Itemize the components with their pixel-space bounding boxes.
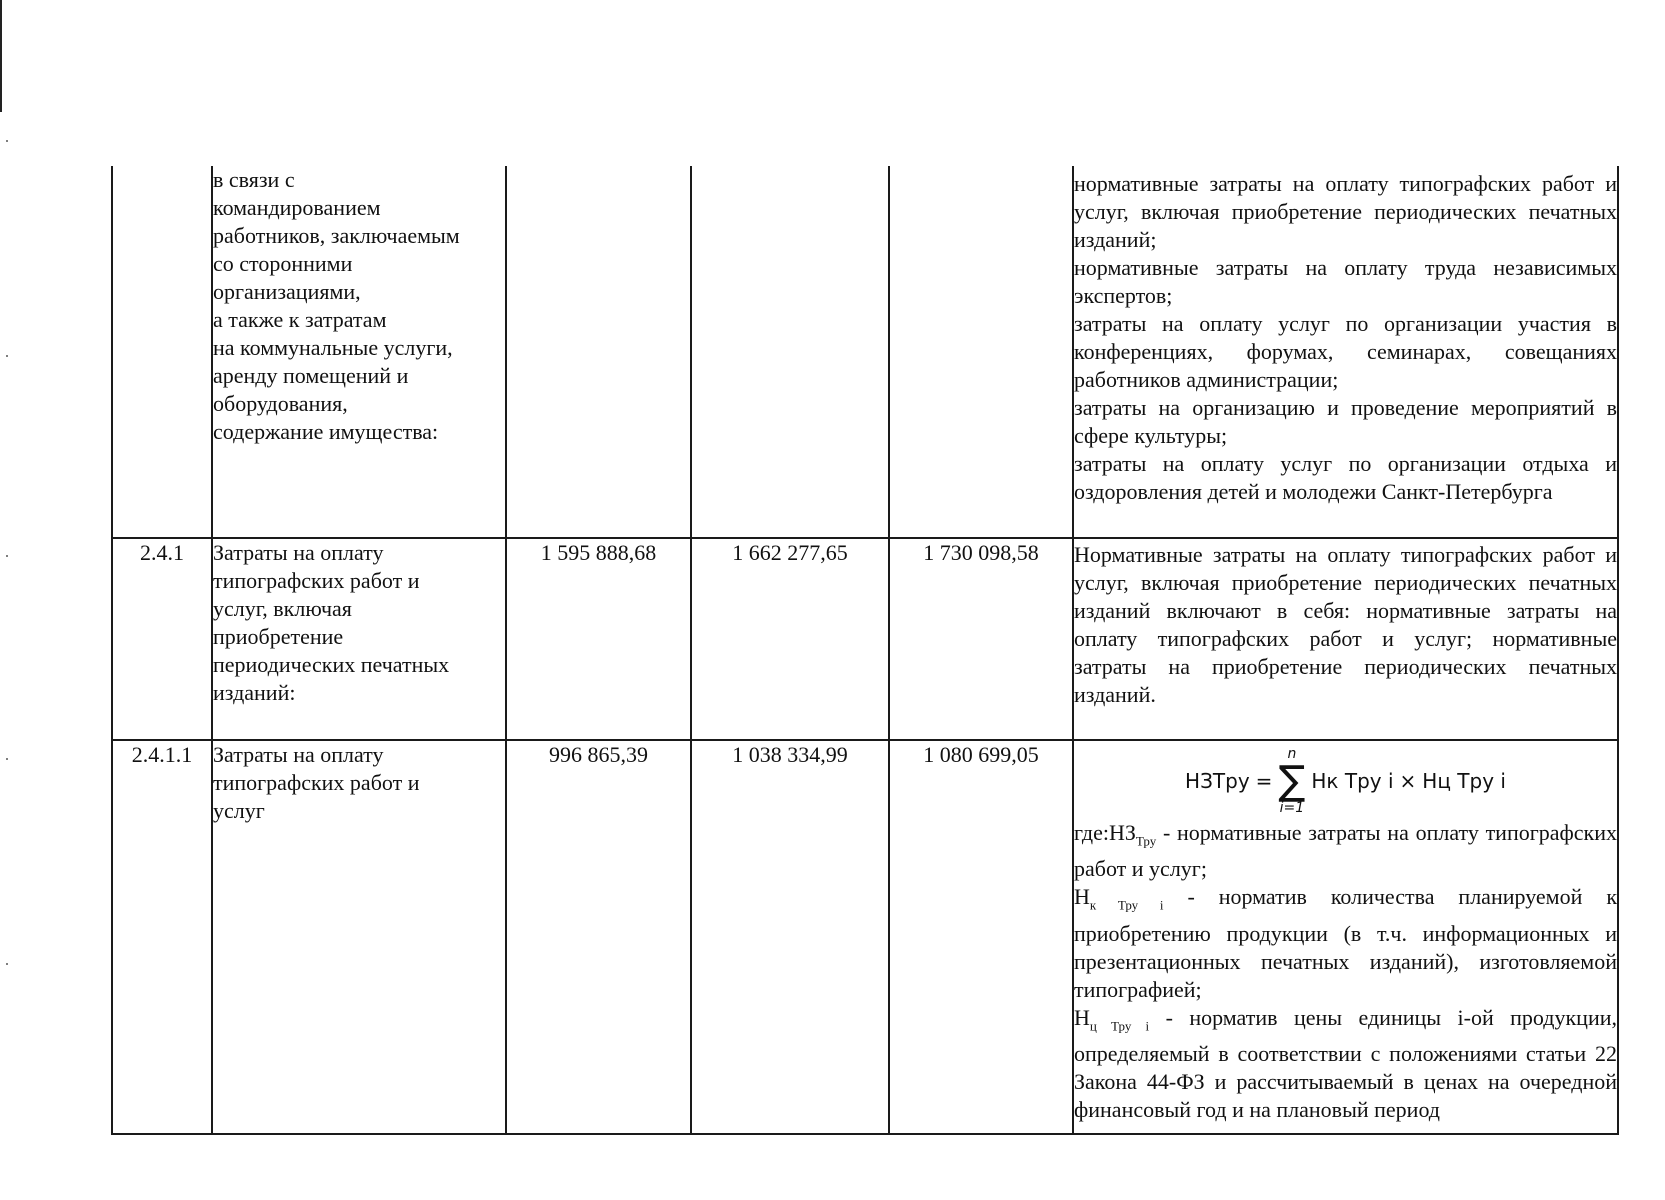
desc-paragraph: затраты на организацию и проведение мероприятий в сфере культуры; bbox=[1074, 395, 1617, 448]
formula-term-price: Нц Тру i bbox=[1422, 769, 1506, 793]
formula-equals: = bbox=[1255, 769, 1273, 793]
table-row-2-4-1-1 bbox=[112, 740, 1618, 1134]
where-subscript: Тру bbox=[1135, 833, 1157, 849]
name-line: услуг, включая bbox=[213, 596, 352, 621]
value-year-2: 1 038 334,99 bbox=[691, 740, 889, 1134]
name-line: а также к затратам bbox=[213, 307, 387, 332]
cost-table bbox=[111, 166, 1619, 1135]
name-line: Затраты на оплату bbox=[213, 742, 384, 767]
name-line: на коммунальные услуги, bbox=[213, 335, 453, 360]
cell-value-empty bbox=[506, 166, 691, 538]
table-row-2-4-1 bbox=[112, 538, 1618, 740]
scan-speck bbox=[6, 555, 8, 557]
name-line: организациями, bbox=[213, 279, 361, 304]
sum-upper-limit: n bbox=[1287, 746, 1297, 762]
table-row-continuation bbox=[112, 166, 1618, 538]
name-line: аренду помещений и bbox=[213, 363, 409, 388]
cell-value-empty bbox=[889, 166, 1073, 538]
formula-lhs: НЗТру bbox=[1185, 769, 1250, 793]
name-line: оборудования, bbox=[213, 391, 348, 416]
name-line: содержание имущества: bbox=[213, 419, 439, 444]
definition-nc bbox=[1074, 1004, 1617, 1124]
cell-name-2-4-1-1 bbox=[212, 740, 506, 1134]
scan-speck bbox=[6, 963, 8, 965]
nk-symbol: Н bbox=[1074, 884, 1090, 910]
nk-text: - норматив количества планируемой к приобретению продукции (в т.ч. информационных и презентационных печатных изданий), изготовляемой типографией; bbox=[1074, 884, 1618, 1002]
nk-subscript: к Тру i bbox=[1089, 897, 1164, 913]
nc-subscript: ц Тру i bbox=[1089, 1018, 1150, 1034]
where-text: - нормативные затраты на оплату типографских работ и услуг; bbox=[1074, 820, 1617, 882]
value-year-3: 1 080 699,05 bbox=[889, 740, 1073, 1134]
name-line: в связи с bbox=[213, 167, 295, 192]
cell-name-2-4-1 bbox=[212, 538, 506, 740]
definition-nk bbox=[1074, 883, 1617, 1003]
row-number: 2.4.1 bbox=[112, 538, 212, 740]
name-line: типографских работ и bbox=[213, 568, 420, 593]
definition-where bbox=[1074, 819, 1617, 883]
desc-paragraph: нормативные затраты на оплату типографских работ и услуг, включая приобретение периодических печатных изданий; bbox=[1074, 171, 1617, 252]
nc-symbol: Н bbox=[1074, 1004, 1090, 1030]
nc-text: - норматив цены единицы i-ой продукции, определяемый в соответствии с положениями статьи 22 Закона 44-ФЗ и рассчитываемый в ценах на очередной финансовый год и на плановый период bbox=[1074, 1004, 1618, 1123]
name-line: со сторонними bbox=[213, 251, 353, 276]
name-line: изданий: bbox=[213, 680, 296, 705]
name-line: командированием bbox=[213, 195, 381, 220]
cell-desc-2-4-1-1 bbox=[1073, 740, 1618, 1134]
cell-num-empty bbox=[112, 166, 212, 538]
where-prefix: где:НЗ bbox=[1074, 820, 1136, 845]
desc-paragraph: затраты на оплату услуг по организации отдыха и оздоровления детей и молодежи Санкт-Петербурга bbox=[1074, 451, 1617, 504]
row-number: 2.4.1.1 bbox=[112, 740, 212, 1134]
value-year-3: 1 730 098,58 bbox=[889, 538, 1073, 740]
name-line: периодических печатных bbox=[213, 652, 450, 677]
value-year-1: 1 595 888,68 bbox=[506, 538, 691, 740]
formula bbox=[1074, 741, 1617, 819]
desc-paragraph: затраты на оплату услуг по организации участия в конференциях, форумах, семинарах, совещаниях работников администрации; bbox=[1074, 311, 1617, 392]
value-year-2: 1 662 277,65 bbox=[691, 538, 889, 740]
name-line: типографских работ и bbox=[213, 770, 420, 795]
desc-paragraph: Нормативные затраты на оплату типографских работ и услуг, включая приобретение периодических печатных изданий включают в себя: нормативные затраты на оплату типографских работ и услуг; нормативные затраты на приобретение периодических печатных изданий. bbox=[1074, 542, 1617, 707]
name-line: услуг bbox=[213, 798, 265, 823]
sum-operator bbox=[1278, 747, 1305, 815]
name-line: приобретение bbox=[213, 624, 344, 649]
value-year-1: 996 865,39 bbox=[506, 740, 691, 1134]
scan-speck bbox=[6, 758, 8, 760]
name-line: работников, заключаемым bbox=[213, 223, 460, 248]
scan-speck bbox=[6, 355, 8, 357]
formula-times: × bbox=[1399, 769, 1417, 793]
cell-desc-continuation bbox=[1073, 166, 1618, 538]
cell-desc-2-4-1 bbox=[1073, 538, 1618, 740]
desc-paragraph: нормативные затраты на оплату труда независимых экспертов; bbox=[1074, 255, 1617, 308]
sum-lower-limit: i=1 bbox=[1279, 800, 1305, 816]
cell-name-continuation bbox=[212, 166, 506, 538]
scan-speck bbox=[6, 140, 8, 142]
formula-term-quantity: Нк Тру i bbox=[1311, 769, 1394, 793]
sigma-icon: ∑ bbox=[1278, 758, 1306, 804]
scan-edge-line bbox=[0, 0, 2, 112]
name-line: Затраты на оплату bbox=[213, 540, 384, 565]
cell-value-empty bbox=[691, 166, 889, 538]
